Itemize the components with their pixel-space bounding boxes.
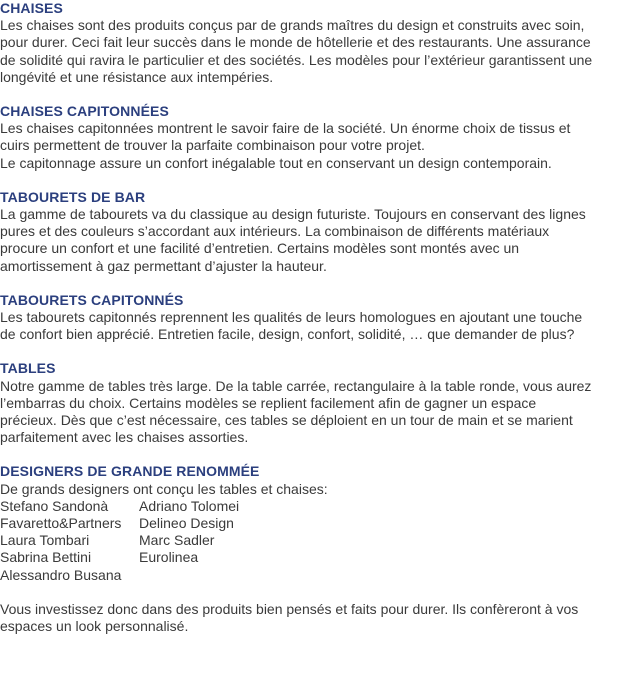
designer-name: Adriano Tolomei xyxy=(139,497,240,514)
section-designers xyxy=(0,463,622,583)
section-tabourets-capitonnes xyxy=(0,292,622,344)
section-text: Les tabourets capitonnés reprennent les qualités de leurs homologues en ajoutant une touche de confort bien apprécié. Entretien facile, design, confort, solidité, … que demander de plus? xyxy=(0,309,583,343)
section-text: Les chaises sont des produits conçus par de grands maîtres du design et construits avec soin, pour durer. Ceci fait leur succès dans le monde de hôtellerie et des restaurants. Une assurance de solidité qui ravira le particulier et des sociétés. Les modèles pour l’extérieur garantissent une longévité et une résistance aux intempéries. xyxy=(0,17,593,85)
designer-name: Eurolinea xyxy=(139,549,199,566)
designer-name: Favaretto&Partners xyxy=(0,515,122,532)
section-text: La gamme de tabourets va du classique au design futuriste. Toujours en conservant des lignes pures et des couleurs s’accordant aux intérieurs. La combinaison de différents matériaux procure un confort et une facilité d’entretien. Certains modèles sont montés avec un amortissement à gaz permettant d’ajuster la hauteur. xyxy=(0,206,586,274)
section-heading: DESIGNERS DE GRANDE RENOMMÉE xyxy=(0,463,260,480)
section-heading: TABLES xyxy=(0,360,56,377)
section-tables xyxy=(0,360,622,446)
section-heading: TABOURETS DE BAR xyxy=(0,188,146,205)
designer-name: Stefano Sandonà xyxy=(0,497,109,514)
section-text: Notre gamme de tables très large. De la table carrée, rectangulaire à la table ronde, vous aurez l’embarras du choix. Certains modèles se replient facilement afin de gagner un espace précieux. Dès que c’est nécessaire, ces tables se déploient en un tour de main et se marient parfaitement avec les chaises assorties. xyxy=(0,377,592,446)
section-text: Les chaises capitonnées montrent le savoir faire de la société. Un énorme choix de tissus et cuirs permettent de trouver la parfaite combinaison pour votre projet. Le capitonnage assure un confort inégalable tout en conservant un design contemporain. xyxy=(0,120,571,171)
section-chaises xyxy=(0,0,622,86)
designers-intro: De grands designers ont conçu les tables et chaises: xyxy=(0,480,328,497)
section-chaises-capitonnees xyxy=(0,103,622,172)
designer-name: Laura Tombari xyxy=(0,532,90,549)
designer-name: Marc Sadler xyxy=(139,532,215,549)
designers-list xyxy=(0,498,622,584)
designer-name: Sabrina Bettini xyxy=(0,549,92,566)
section-tabourets-de-bar xyxy=(0,189,622,275)
section-heading: CHAISES CAPITONNÉES xyxy=(0,103,169,120)
section-heading: TABOURETS CAPITONNÉS xyxy=(0,291,184,308)
section-heading: CHAISES xyxy=(0,0,63,16)
closing-text: Vous investissez donc dans des produits bien pensés et faits pour durer. Ils confèreront à vos espaces un look personnalisé. xyxy=(0,600,579,635)
designer-name: Alessandro Busana xyxy=(0,566,122,583)
designer-name xyxy=(139,567,622,584)
designer-name: Delineo Design xyxy=(139,515,234,532)
